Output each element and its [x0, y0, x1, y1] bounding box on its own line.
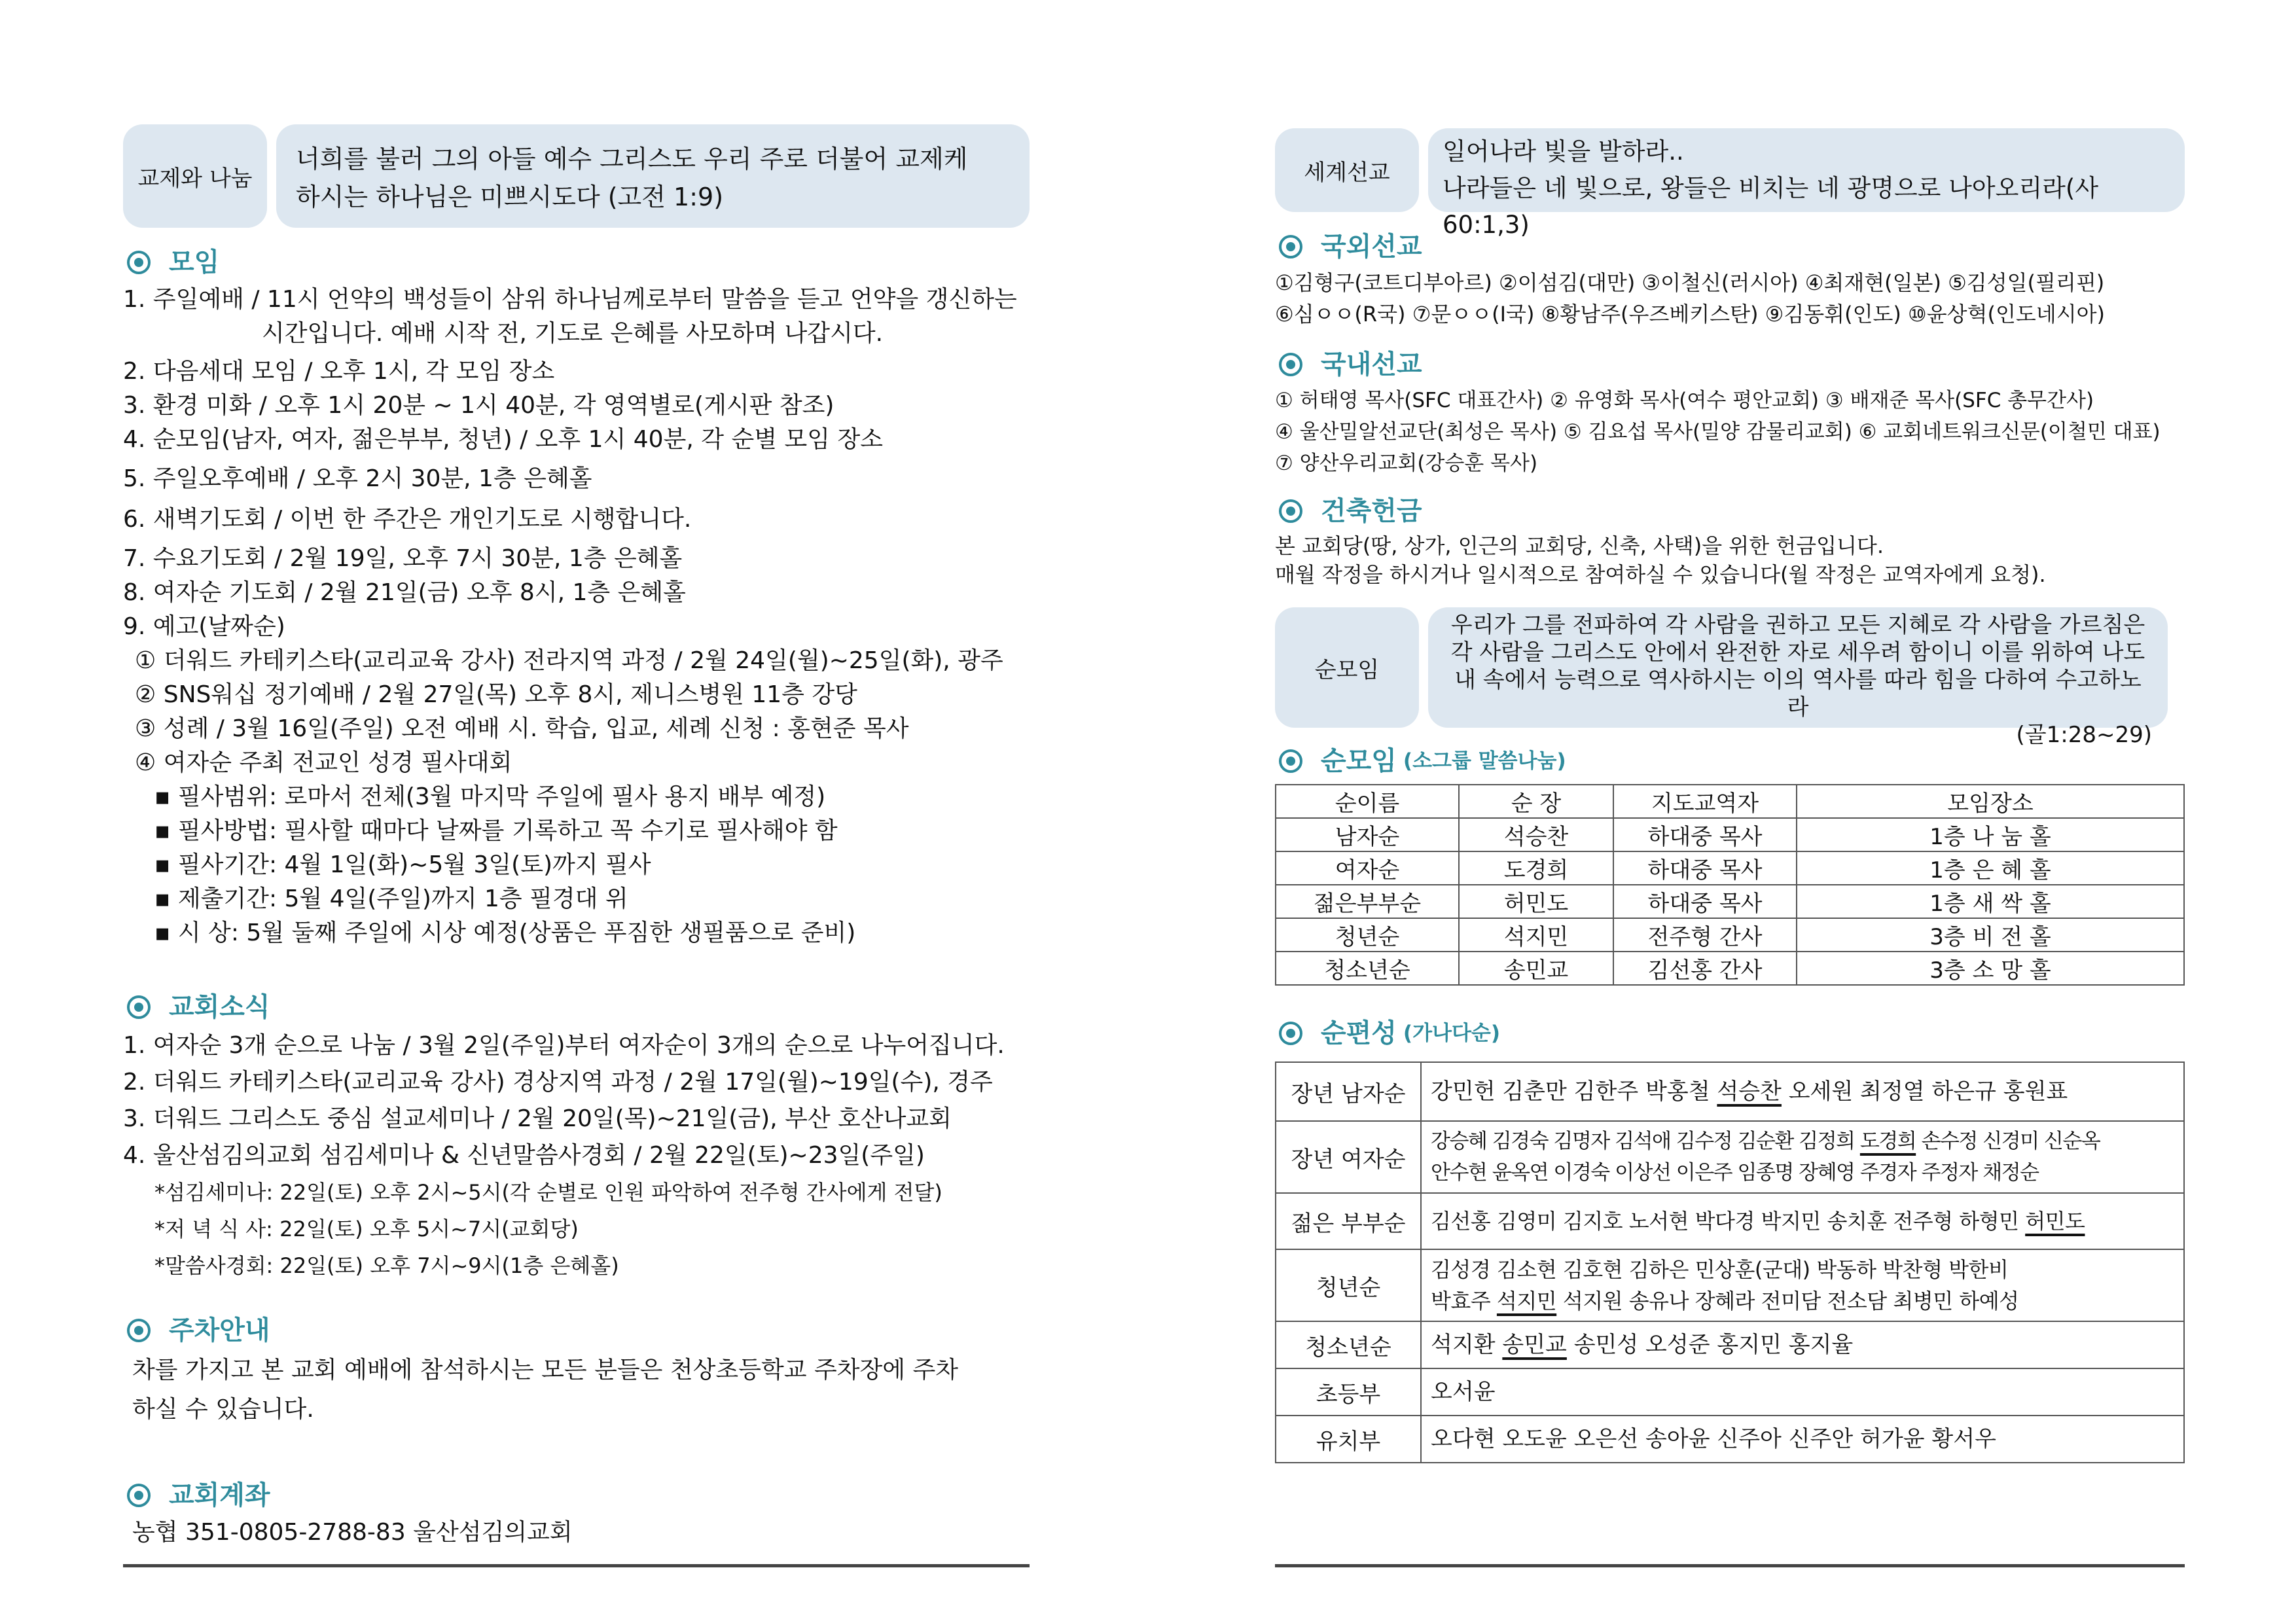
account-text: 농협 351-0805-2788-83 울산섬김의교회 — [132, 1519, 573, 1546]
table-row — [1276, 1321, 2184, 1368]
section-title-organization: 순편성 (가나다순) — [1275, 1013, 2185, 1054]
table-cell: 하대중 목사 — [1613, 851, 1797, 885]
right-bottom-rule — [1275, 1564, 2185, 1567]
member-list: 오다현 오도윤 오은선 송아윤 신주아 신주안 허가윤 황서우 — [1421, 1416, 2184, 1463]
verse-line: 각 사람을 그리스도 안에서 완전한 자로 세우려 함이니 이를 위하여 나도 — [1450, 639, 2145, 666]
table-cell: 순 장 — [1459, 785, 1613, 818]
meeting-list — [123, 283, 1030, 950]
list-item: ▪ 필사방법: 필사할 때마다 날짜를 기록하고 꼭 수기로 필사해야 함 — [154, 817, 838, 844]
banner-tag: 순모임 — [1275, 607, 1419, 728]
foreign-missions: ①김형구(코트디부아르) ②이섬김(대만) ③이철신(러시아) ④최재현(일본) ⑤김성일(필리핀) — [1275, 270, 2105, 295]
leader-name: 도경희 — [1859, 1130, 1916, 1153]
section-title-foreign: 국외선교 — [1275, 226, 2185, 267]
table-cell: 1층 은 혜 홀 — [1797, 851, 2184, 885]
parking-text: 차를 가지고 본 교회 예배에 참석하시는 모든 분들은 천상초등학교 주차장에 주차 — [132, 1357, 959, 1383]
bullet-icon — [127, 251, 151, 274]
table-row — [1276, 1121, 2184, 1193]
list-item: 6. 새벽기도회 / 이번 한 주간은 개인기도로 시행합니다. — [123, 506, 692, 533]
bullet-icon — [127, 1319, 151, 1342]
list-item: 9. 예고(날짜순) — [123, 613, 285, 640]
list-item: 4. 순모임(남자, 여자, 젊은부부, 청년) / 오후 1시 40분, 각 순별 모임 장소 — [123, 426, 883, 453]
section-title-domestic: 국내선교 — [1275, 344, 2185, 385]
list-item: 1. 여자순 3개 순으로 나눔 / 3월 2일(주일)부터 여자순이 3개의 순으로 나누어집니다. — [123, 1032, 1005, 1059]
section-title-news: 교회소식 — [123, 987, 1030, 1027]
leader-name: 송민교 — [1502, 1332, 1567, 1358]
bullet-icon — [1279, 235, 1302, 259]
parking-text: 하실 수 있습니다. — [132, 1396, 314, 1423]
list-item: *섬김세미나: 22일(토) 오후 2시~5시(각 순별로 인원 파악하여 전주형 간사에게 전달) — [154, 1180, 942, 1205]
list-item: ▪ 시 상: 5월 둘째 주일에 시상 예정(상품은 푸짐한 생필품으로 준비) — [154, 919, 856, 946]
table-cell: 청년순 — [1276, 918, 1459, 952]
table-cell: 도경희 — [1459, 851, 1613, 885]
table-cell: 석지민 — [1459, 918, 1613, 952]
table-cell: 김선홍 간사 — [1613, 952, 1797, 985]
left-page — [123, 124, 1030, 1550]
table-cell: 송민교 — [1459, 952, 1613, 985]
table-cell: 1층 새 싹 홀 — [1797, 885, 2184, 918]
banner-verse — [1428, 607, 2168, 748]
banner-tag: 교제와 나눔 — [123, 124, 267, 228]
table-row — [1276, 918, 2184, 952]
list-item: 1. 주일예배 / 11시 언약의 백성들이 삼위 하나님께로부터 말씀을 듣고 언약을 갱신하는 — [123, 286, 1017, 313]
news-list — [123, 1027, 1030, 1284]
table-cell: 3층 소 망 홀 — [1797, 952, 2184, 985]
list-item: 3. 환경 미화 / 오후 1시 20분 ~ 1시 40분, 각 영역별로(게시판 참조) — [123, 392, 834, 419]
list-item: 8. 여자순 기도회 / 2월 21일(금) 오후 8시, 1층 은혜홀 — [123, 579, 686, 606]
bullet-icon — [127, 1484, 151, 1507]
bullet-icon — [1279, 499, 1302, 523]
member-list: 석지환 송민교 송민성 오성준 홍지민 홍지율 — [1421, 1321, 2184, 1368]
banner-verse — [276, 124, 1030, 228]
verse-line: 우리가 그를 전파하여 각 사람을 권하고 모든 지혜로 각 사람을 가르침은 — [1450, 612, 2145, 638]
table-row — [1276, 952, 2184, 985]
group-name: 장년 여자순 — [1276, 1121, 1421, 1193]
list-item: ▪ 필사기간: 4월 1일(화)~5월 3일(토)까지 필사 — [154, 851, 651, 878]
member-list: 오서윤 — [1421, 1368, 2184, 1416]
table-row — [1276, 1368, 2184, 1416]
bullet-icon — [127, 995, 151, 1019]
left-bottom-rule — [123, 1564, 1030, 1567]
small-group-banner — [1275, 607, 2185, 748]
list-item: ② SNS워십 정기예배 / 2월 27일(목) 오후 8시, 제니스병원 11층 강당 — [135, 681, 857, 708]
member-list: 강승혜 김경숙 김명자 김석애 김수정 김순환 김정희 도경희 손수정 신경미 신순옥 안수현 윤옥연 이경숙 이상선 이은주 임종명 장혜영 주경자 주정자 채정순 — [1421, 1121, 2184, 1193]
table-cell: 하대중 목사 — [1613, 818, 1797, 851]
list-item: *말씀사경회: 22일(토) 오후 7시~9시(1층 은혜홀) — [154, 1253, 619, 1278]
table-cell: 3층 비 전 홀 — [1797, 918, 2184, 952]
section-title-meeting: 모임 — [123, 242, 1030, 283]
fellowship-banner — [123, 124, 1030, 228]
member-list: 김선홍 김영미 김지호 노서현 박다경 박지민 송치훈 전주형 하형민 허민도 — [1421, 1193, 2184, 1249]
list-item: *저 녁 식 사: 22일(토) 오후 5시~7시(교회당) — [154, 1217, 579, 1241]
leader-name: 석지민 — [1496, 1289, 1557, 1313]
table-cell: 남자순 — [1276, 818, 1459, 851]
table-row — [1276, 1062, 2184, 1121]
list-item: 2. 더워드 카테키스타(교리교육 강사) 경상지역 과정 / 2월 17일(월)~19일(수), 경주 — [123, 1069, 993, 1096]
list-item: 3. 더워드 그리스도 중심 설교세미나 / 2월 20일(목)~21일(금), 부산 호산나교회 — [123, 1105, 952, 1132]
banner-tag: 세계선교 — [1275, 128, 1419, 212]
table-row — [1276, 851, 2184, 885]
verse-line: 일어나라 빛을 발하라.. — [1443, 137, 1684, 166]
small-group-table — [1275, 784, 2185, 986]
bullet-icon — [1279, 749, 1302, 773]
group-name: 청년순 — [1276, 1249, 1421, 1321]
table-row — [1276, 1249, 2184, 1321]
table-cell: 석승찬 — [1459, 818, 1613, 851]
table-row — [1276, 1193, 2184, 1249]
domestic-missions: ⑦ 양산우리교회(강승훈 목사) — [1275, 452, 1538, 475]
mission-banner — [1275, 128, 2185, 239]
building-text: 매월 작정을 하시거나 일시적으로 참여하실 수 있습니다(월 작정은 교역자에게 요청). — [1275, 562, 2046, 587]
group-name: 유치부 — [1276, 1416, 1421, 1463]
leader-name: 허민도 — [2025, 1209, 2085, 1234]
bullet-icon — [1279, 353, 1302, 376]
list-item: ▪ 필사범위: 로마서 전체(3월 마지막 주일에 필사 용지 배부 예정) — [154, 783, 826, 810]
table-cell: 여자순 — [1276, 851, 1459, 885]
verse-line: (골1:28~29) — [2016, 722, 2152, 748]
right-page — [1275, 128, 2185, 1463]
group-name: 청소년순 — [1276, 1321, 1421, 1368]
foreign-missions: ⑥심ㅇㅇ(R국) ⑦문ㅇㅇ(I국) ⑧황남주(우즈베키스탄) ⑨김동휘(인도) ⑩윤상혁(인도네시아) — [1275, 302, 2106, 327]
leader-name: 석승찬 — [1717, 1079, 1782, 1105]
building-text: 본 교회당(땅, 상가, 인근의 교회당, 신축, 사택)을 위한 헌금입니다. — [1275, 533, 1884, 558]
verse-line: 나라들은 네 빛으로, 왕들은 비치는 네 광명으로 나아오리라(사60:1,3) — [1443, 174, 2099, 239]
verse-line: 내 속에서 능력으로 역사하시는 이의 역사를 따라 힘을 다하여 수고하노라 — [1454, 667, 2142, 721]
list-item: 4. 울산섬김의교회 섬김세미나 & 신년말씀사경회 / 2월 22일(토)~23일(주일) — [123, 1142, 925, 1169]
list-item: ▪ 제출기간: 5월 4일(주일)까지 1층 필경대 위 — [154, 885, 628, 912]
list-item: 5. 주일오후예배 / 오후 2시 30분, 1층 은혜홀 — [123, 465, 592, 492]
list-item: 2. 다음세대 모임 / 오후 1시, 각 모임 장소 — [123, 358, 555, 385]
organization-table — [1275, 1061, 2185, 1463]
group-name: 장년 남자순 — [1276, 1062, 1421, 1121]
table-header — [1276, 785, 2184, 818]
table-cell: 하대중 목사 — [1613, 885, 1797, 918]
banner-verse — [1428, 128, 2185, 239]
list-item: ③ 성례 / 3월 16일(주일) 오전 예배 시. 학습, 입교, 세례 신청 : 홍현준 목사 — [135, 715, 909, 742]
table-cell: 청소년순 — [1276, 952, 1459, 985]
section-title-account: 교회계좌 — [123, 1475, 1030, 1516]
table-row — [1276, 818, 2184, 851]
group-name: 초등부 — [1276, 1368, 1421, 1416]
section-title-small-group: 순모임 (소그룹 말씀나눔) — [1275, 741, 2185, 781]
table-cell: 젊은부부순 — [1276, 885, 1459, 918]
verse-line: 하시는 하나님은 미쁘시도다 (고전 1:9) — [296, 183, 724, 211]
member-list: 김성경 김소현 김호현 김하은 민상훈(군대) 박동하 박찬형 박한비 박효주 석지민 석지원 송유나 장혜라 전미담 전소담 최병민 하예성 — [1421, 1249, 2184, 1321]
list-item: ④ 여자순 주최 전교인 성경 필사대회 — [135, 749, 512, 776]
member-list: 강민헌 김춘만 김한주 박홍철 석승찬 오세원 최정열 하은규 홍원표 — [1421, 1062, 2184, 1121]
section-title-building: 건축헌금 — [1275, 491, 2185, 531]
table-cell: 1층 나 눔 홀 — [1797, 818, 2184, 851]
list-item: ① 더워드 카테키스타(교리교육 강사) 전라지역 과정 / 2월 24일(월)~25일(화), 광주 — [135, 647, 1003, 674]
list-item: 7. 수요기도회 / 2월 19일, 오후 7시 30분, 1층 은혜홀 — [123, 545, 683, 572]
table-row — [1276, 885, 2184, 918]
table-cell: 순이름 — [1276, 785, 1459, 818]
table-row — [1276, 1416, 2184, 1463]
list-item: 시간입니다. 예배 시작 전, 기도로 은혜를 사모하며 나갑시다. — [262, 320, 884, 347]
table-cell: 허민도 — [1459, 885, 1613, 918]
domestic-missions: ① 허태영 목사(SFC 대표간사) ② 유영화 목사(여수 평안교회) ③ 배재준 목사(SFC 총무간사) — [1275, 389, 2094, 412]
domestic-missions: ④ 울산밀알선교단(최성은 목사) ⑤ 김요섭 목사(밀양 감물리교회) ⑥ 교회네트워크신문(이철민 대표) — [1275, 420, 2161, 444]
group-name: 젊은 부부순 — [1276, 1193, 1421, 1249]
bullet-icon — [1279, 1022, 1302, 1045]
table-cell: 지도교역자 — [1613, 785, 1797, 818]
table-cell: 전주형 간사 — [1613, 918, 1797, 952]
section-title-parking: 주차안내 — [123, 1310, 1030, 1351]
verse-line: 너희를 불러 그의 아들 예수 그리스도 우리 주로 더불어 교제케 — [296, 145, 968, 173]
table-cell: 모임장소 — [1797, 785, 2184, 818]
